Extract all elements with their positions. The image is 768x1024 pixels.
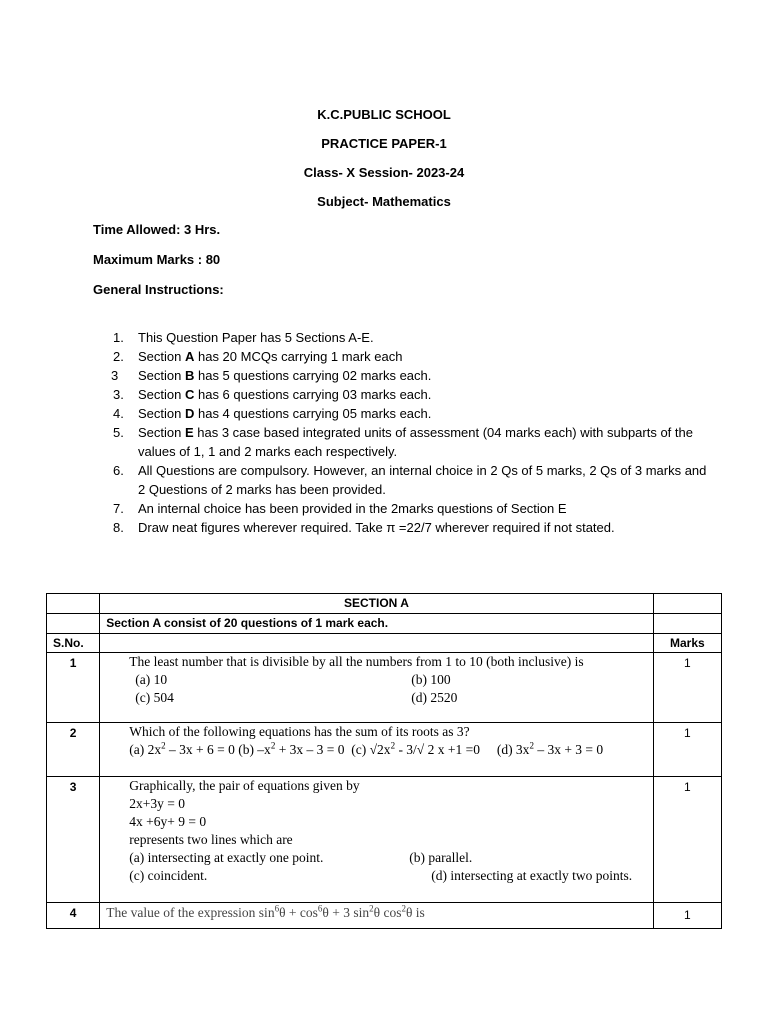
question-number: 3 bbox=[47, 777, 100, 903]
column-header-row bbox=[47, 634, 722, 653]
option-c: (c) coincident. bbox=[129, 868, 208, 883]
section-description: Section A consist of 20 questions of 1 mark each. bbox=[100, 614, 653, 634]
instruction-number: 6. bbox=[113, 463, 124, 478]
question-text: Which of the following equations has the sum of its roots as 3? bbox=[129, 724, 470, 739]
section-title-row bbox=[47, 594, 722, 614]
section-letter: D bbox=[184, 406, 195, 421]
instruction-item bbox=[113, 385, 713, 404]
options-grid bbox=[129, 867, 644, 885]
instruction-item bbox=[113, 404, 713, 423]
question-number: 4 bbox=[47, 903, 100, 929]
instruction-text: An internal choice has been provided in the 2marks questions of Section E bbox=[138, 501, 567, 516]
instruction-number: 3. bbox=[113, 387, 124, 402]
instructions-title: General Instructions: bbox=[93, 282, 224, 297]
school-name: K.C.PUBLIC SCHOOL bbox=[317, 107, 451, 122]
question-body bbox=[100, 777, 653, 903]
sno-header: S.No. bbox=[47, 634, 100, 653]
instruction-item bbox=[113, 366, 713, 385]
instruction-item bbox=[113, 328, 713, 347]
section-letter: C bbox=[184, 387, 195, 402]
instruction-text: has 6 questions carrying 03 marks each. bbox=[194, 387, 432, 402]
option-d: (d) intersecting at exactly two points. bbox=[431, 868, 633, 883]
question-body bbox=[100, 723, 653, 777]
question-table bbox=[46, 593, 722, 929]
option-a: (a) 10 bbox=[135, 672, 168, 687]
option-b: (b) 100 bbox=[411, 672, 451, 687]
option-c: (c) 504 bbox=[135, 690, 174, 705]
paper-title: PRACTICE PAPER-1 bbox=[321, 136, 447, 151]
instruction-number: 3 bbox=[111, 368, 119, 383]
question-marks: 1 bbox=[653, 653, 721, 723]
question-marks: 1 bbox=[653, 903, 721, 929]
question-text: represents two lines which are bbox=[129, 832, 293, 847]
instructions-list bbox=[113, 328, 713, 537]
section-letter: B bbox=[184, 368, 195, 383]
option-a: (a) intersecting at exactly one point. bbox=[129, 850, 324, 865]
instruction-text: Section bbox=[138, 349, 185, 364]
instruction-text: Section bbox=[138, 368, 185, 383]
option-d: (d) 2520 bbox=[411, 690, 458, 705]
instruction-item bbox=[113, 423, 713, 461]
instruction-item bbox=[113, 347, 713, 366]
table-row bbox=[47, 653, 722, 723]
instruction-item bbox=[113, 499, 713, 518]
class-session: Class- X Session- 2023-24 bbox=[303, 165, 465, 180]
table-row bbox=[47, 903, 722, 929]
instruction-text: has 20 MCQs carrying 1 mark each bbox=[194, 349, 403, 364]
section-letter: E bbox=[184, 425, 194, 440]
question-text: The least number that is divisible by all the numbers from 1 to 10 (both inclusive) is bbox=[129, 654, 584, 669]
instruction-number: 1. bbox=[113, 330, 124, 345]
question-marks: 1 bbox=[653, 723, 721, 777]
instruction-item bbox=[113, 461, 713, 499]
subject: Subject- Mathematics bbox=[317, 194, 451, 209]
question-body bbox=[100, 653, 653, 723]
instruction-number: 5. bbox=[113, 425, 124, 440]
instruction-number: 2. bbox=[113, 349, 124, 364]
question-text: The value of the expression $\sin^6\theta + \cos^6\theta + 3$ $\sin^2\theta$ $\cos^2\theta$ is bbox=[106, 903, 425, 920]
question-number: 1 bbox=[47, 653, 100, 723]
question-text: Graphically, the pair of equations given by bbox=[129, 778, 360, 793]
instruction-text: Draw neat figures wherever required. Take π =22/7 wherever required if not stated. bbox=[138, 520, 615, 535]
section-desc-row bbox=[47, 614, 722, 634]
instruction-text: has 4 questions carrying 05 marks each. bbox=[194, 406, 432, 421]
maximum-marks: Maximum Marks : 80 bbox=[93, 252, 221, 267]
time-allowed: Time Allowed: 3 Hrs. bbox=[93, 222, 221, 237]
instruction-text: All Questions are compulsory. However, an internal choice in 2 Qs of 5 marks, 2 Qs of 3 marks and 2 Questions of 2 marks has been provided. bbox=[138, 463, 707, 497]
instruction-number: 8. bbox=[113, 520, 124, 535]
instruction-text: has 5 questions carrying 02 marks each. bbox=[194, 368, 432, 383]
equation-line: 4x +6y+ 9 = 0 bbox=[129, 814, 207, 829]
options-grid bbox=[129, 671, 644, 707]
instruction-item bbox=[113, 518, 713, 537]
table-row bbox=[47, 723, 722, 777]
instruction-text: Section bbox=[138, 425, 185, 440]
question-marks: 1 bbox=[653, 777, 721, 903]
question-number: 2 bbox=[47, 723, 100, 777]
instruction-text: Section bbox=[138, 406, 185, 421]
section-letter: A bbox=[184, 349, 195, 364]
section-title: SECTION A bbox=[100, 594, 653, 614]
option-b: (b) parallel. bbox=[409, 850, 473, 865]
instruction-text: This Question Paper has 5 Sections A-E. bbox=[138, 330, 374, 345]
instruction-number: 7. bbox=[113, 501, 124, 516]
equation-line: 2x+3y = 0 bbox=[129, 796, 185, 811]
table-row bbox=[47, 777, 722, 903]
instruction-text: has 3 case based integrated units of assessment (04 marks each) with subparts of the values of 1, 1 and 2 marks each respectively. bbox=[138, 425, 693, 459]
instruction-text: Section bbox=[138, 387, 185, 402]
instruction-number: 4. bbox=[113, 406, 124, 421]
question-body bbox=[100, 903, 653, 929]
question-options: (a) $2x^2 - 3x + 6 = 0$ (b) $-x^2 + 3x - 3 = 0$ (c) $√2x^2 - 3/√$ 2 x +1 =0 (d) $3x^2 - 3x + 3 = 0$ bbox=[129, 740, 604, 757]
marks-header: Marks bbox=[653, 634, 721, 653]
options-grid bbox=[129, 849, 644, 867]
